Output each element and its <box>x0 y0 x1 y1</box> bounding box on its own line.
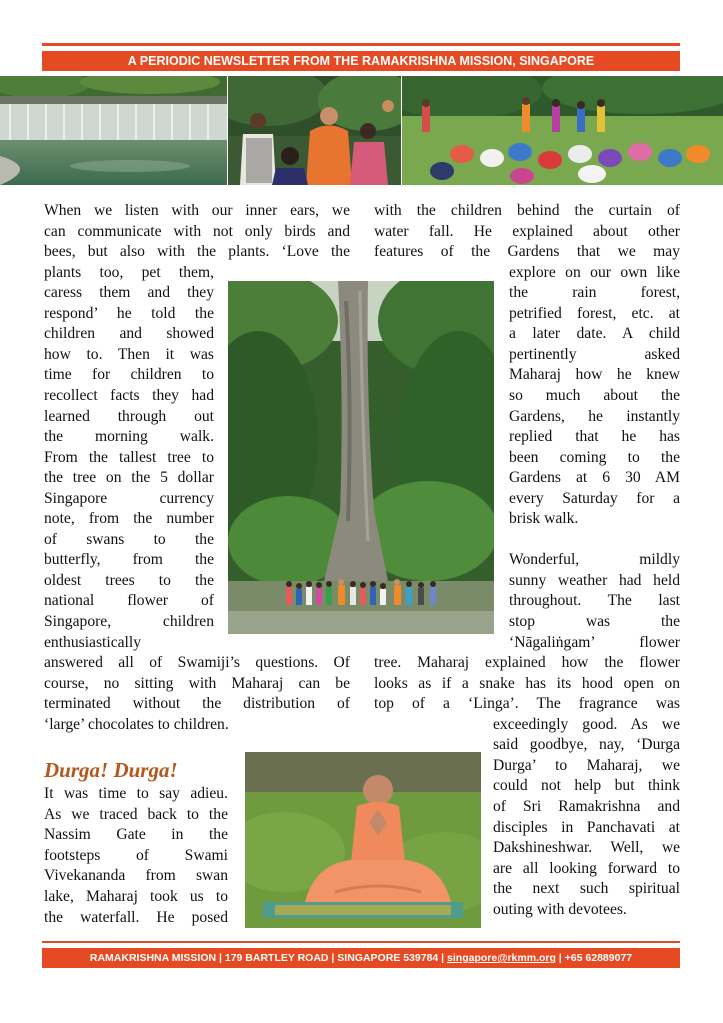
text-line: enthusiastically <box>44 633 142 651</box>
text-line: exceedingly good. As we <box>493 715 680 733</box>
text-line: how to. Then it was <box>44 345 214 363</box>
text-line: Vivekananda from swan <box>44 867 228 885</box>
text-line: sunny weather had held <box>509 571 680 589</box>
newsletter-header-band <box>42 51 680 71</box>
text-line: Dakshineshwar. Well, we <box>493 839 680 857</box>
text-line: As we traced back to the <box>44 805 228 823</box>
text-line: the rain forest, <box>509 284 680 302</box>
footer-top-rule <box>42 941 680 943</box>
footer-address: RAMAKRISHNA MISSION | 179 BARTLEY ROAD | SINGAPORE 539784 | <box>89 952 448 964</box>
section-heading: Durga! Durga! <box>44 758 178 782</box>
text-line: Maharaj how he knew <box>509 366 680 384</box>
text-line: outing with devotees. <box>493 900 627 918</box>
text-line: a later date. A child <box>509 325 680 343</box>
text-line: are all looking forward to <box>493 859 680 877</box>
text-line: footsteps of Swami <box>44 846 228 864</box>
text-line: of swans to the <box>44 530 214 548</box>
text-line: plants too, pet them, <box>44 263 214 281</box>
text-line: learned through out <box>44 407 214 425</box>
text-line: Wonderful, mildly <box>509 551 680 569</box>
header-top-rule <box>42 43 680 46</box>
text-line: the tree on the 5 dollar <box>44 469 214 487</box>
text-line: time for children to <box>44 366 214 384</box>
text-line: respond’ he told the <box>44 304 214 322</box>
footer-email-link[interactable]: singapore@rkmm.org <box>447 952 556 964</box>
text-line: so much about the <box>509 386 680 404</box>
text-line: features of the Gardens that we may <box>374 243 680 261</box>
text-line: Singapore currency <box>44 489 214 507</box>
text-line: the next such spiritual <box>493 880 680 898</box>
text-line: answered all of Swamiji’s questions. Of <box>44 654 350 672</box>
text-line: looks as if a snake has its hood open on <box>374 674 680 692</box>
text-line: been coming to the <box>509 448 680 466</box>
text-line: butterfly, from the <box>44 551 214 569</box>
text-line: petrified forest, etc. at <box>509 304 680 322</box>
giant-tree-group-photo <box>228 281 494 634</box>
text-line: note, from the number <box>44 510 214 528</box>
text-line: water fall. He explained about other <box>374 222 680 240</box>
text-line: children and showed <box>44 325 214 343</box>
text-line: national flower of <box>44 592 214 610</box>
text-line: Gardens, he instantly <box>509 407 680 425</box>
footer-phone: | +65 62889077 <box>555 952 633 964</box>
text-line: top of a ‘Linga’. The fragrance was <box>374 695 680 713</box>
text-line: Gardens at 6 30 AM <box>509 469 680 487</box>
text-line: tree. Maharaj explained how the flower <box>374 654 680 672</box>
text-line: disciples in Panchavati at <box>493 818 680 836</box>
text-line: every Saturday for a <box>509 489 680 507</box>
text-line: pertinently asked <box>509 345 680 363</box>
text-line: ‘Nāgaliṅgam’ flower <box>509 633 680 651</box>
text-line: caress them and they <box>44 284 214 302</box>
group-on-lawn-photo <box>402 76 723 185</box>
text-line: the morning walk. <box>44 428 214 446</box>
text-line: throughout. The last <box>509 592 680 610</box>
text-line: Durga’ to Maharaj, we <box>493 756 680 774</box>
text-line: stop was the <box>509 613 680 630</box>
footer-band <box>42 948 680 968</box>
text-line: with the children behind the curtain of <box>374 202 680 219</box>
text-line: the waterfall. He posed <box>44 908 228 926</box>
swami-with-children-photo <box>228 76 401 185</box>
newsletter-title: A PERIODIC NEWSLETTER FROM THE RAMAKRISHNA MISSION, SINGAPORE <box>127 54 595 68</box>
text-line: recollect facts they had <box>44 386 214 404</box>
text-line: explore on our own like <box>509 263 680 281</box>
text-line: bees, but also with the plants. ‘Love the <box>44 243 350 261</box>
text-line: brisk walk. <box>509 510 579 528</box>
text-line: lake, Maharaj took us to <box>44 888 228 905</box>
text-line: terminated without the distribution of <box>44 695 350 713</box>
text-line: could not help but think <box>493 777 680 795</box>
text-line: oldest trees to the <box>44 571 214 589</box>
text-line: of Sri Ramakrishna and <box>493 797 680 815</box>
text-line: ‘large’ chocolates to children. <box>44 715 229 733</box>
text-line: can communicate with not only birds and <box>44 222 350 240</box>
text-line: From the tallest tree to <box>44 448 214 466</box>
text-line: replied that he has <box>509 428 680 446</box>
text-line: said goodbye, nay, ‘Durga <box>493 736 680 754</box>
text-line: When we listen with our inner ears, we <box>44 202 350 219</box>
text-line: Singapore, children <box>44 613 214 630</box>
text-line: Nassim Gate in the <box>44 826 228 844</box>
swami-meditating-photo <box>245 752 481 928</box>
waterfall-photo <box>0 76 227 185</box>
text-line: It was time to say adieu. <box>44 785 228 802</box>
text-line: course, no sitting with Maharaj can be <box>44 674 350 692</box>
